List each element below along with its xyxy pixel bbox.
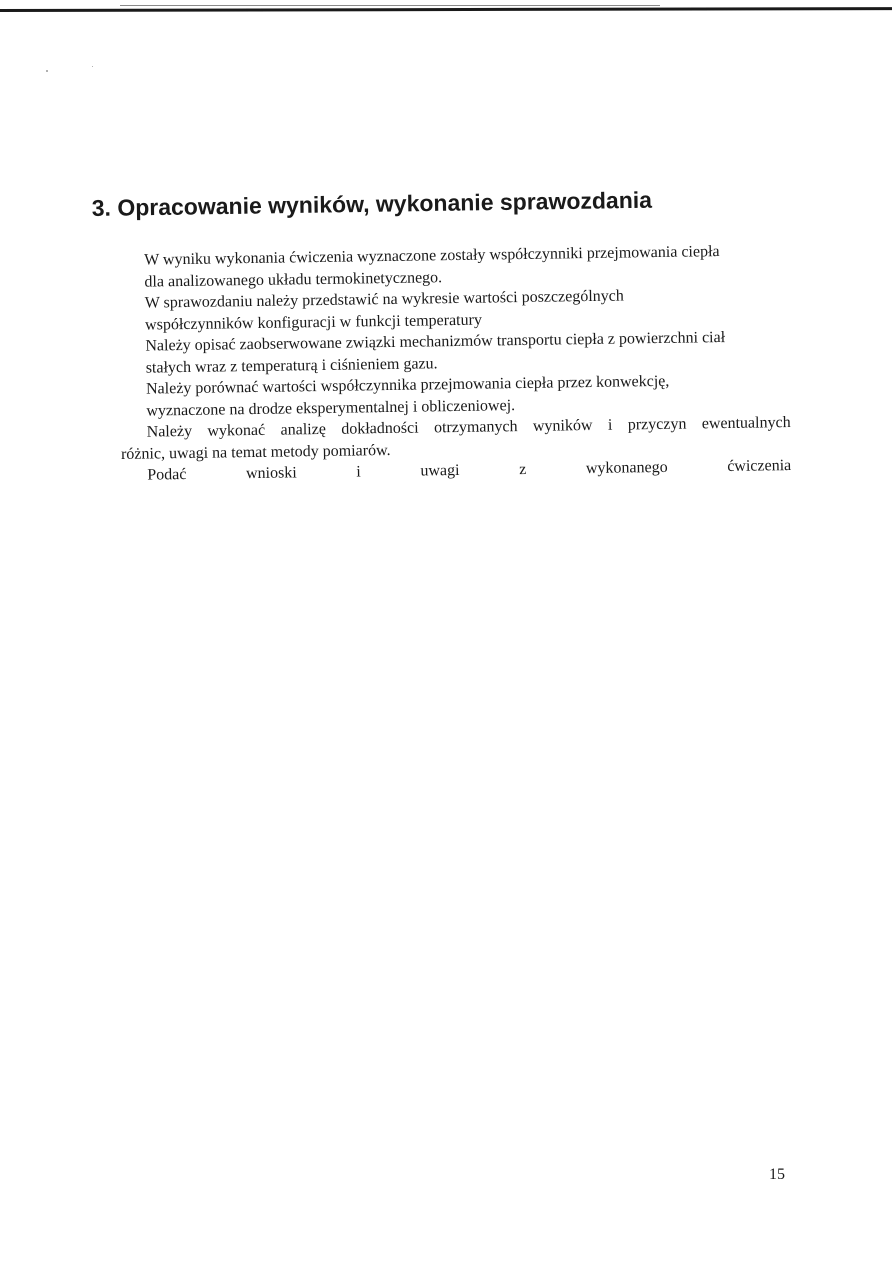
- paragraph-line: wyznaczone na drodze eksperymentalnej i obliczeniowej.: [146, 396, 516, 420]
- page-number: 15: [769, 1166, 785, 1183]
- conclusion-word: uwagi: [420, 461, 460, 480]
- paragraph-line: współczynników konfiguracji w funkcji temperatury: [144, 311, 482, 334]
- scan-edge-line: [0, 7, 892, 12]
- scan-edge-thin-line: [120, 5, 660, 6]
- scan-top-edge: [0, 0, 892, 12]
- conclusion-word: Podać: [147, 466, 187, 484]
- paragraph-line: różnic, uwagi na temat metody pomiarów.: [120, 441, 391, 463]
- body-text: [118, 240, 791, 486]
- paragraph-line: Należy wykonać analizę dokładności otrzymanych wyników i przyczyn ewentualnych: [146, 414, 791, 441]
- paragraph-line: stałych wraz z temperaturą i ciśnieniem gazu.: [145, 354, 438, 377]
- paragraph-line: Należy opisać zaobserwowane związki mechanizmów transportu ciepła z powierzchni ciał: [145, 329, 726, 355]
- scan-speck: [92, 66, 93, 67]
- conclusion-word: i: [356, 463, 361, 481]
- paragraph-line: W sprawozdaniu należy przedstawić na wykresie wartości poszczególnych: [144, 287, 624, 312]
- conclusion-word: wnioski: [245, 464, 297, 483]
- conclusion-word: wykonanego: [585, 458, 668, 478]
- paragraph-line: dla analizowanego układu termokinetycznego.: [144, 268, 443, 291]
- conclusion-word: z: [519, 460, 527, 479]
- paragraph-line: Należy porównać wartości współczynnika przejmowania ciepła przez konwekcję,: [145, 372, 670, 398]
- scan-speck: [46, 70, 48, 72]
- section-heading: 3. Opracowanie wyników, wykonanie sprawozdania: [91, 186, 653, 222]
- paragraph-line: W wyniku wykonania ćwiczenia wyznaczone zostały współczynniki przejmowania ciepła: [144, 243, 720, 269]
- conclusion-word: ćwiczenia: [727, 457, 792, 475]
